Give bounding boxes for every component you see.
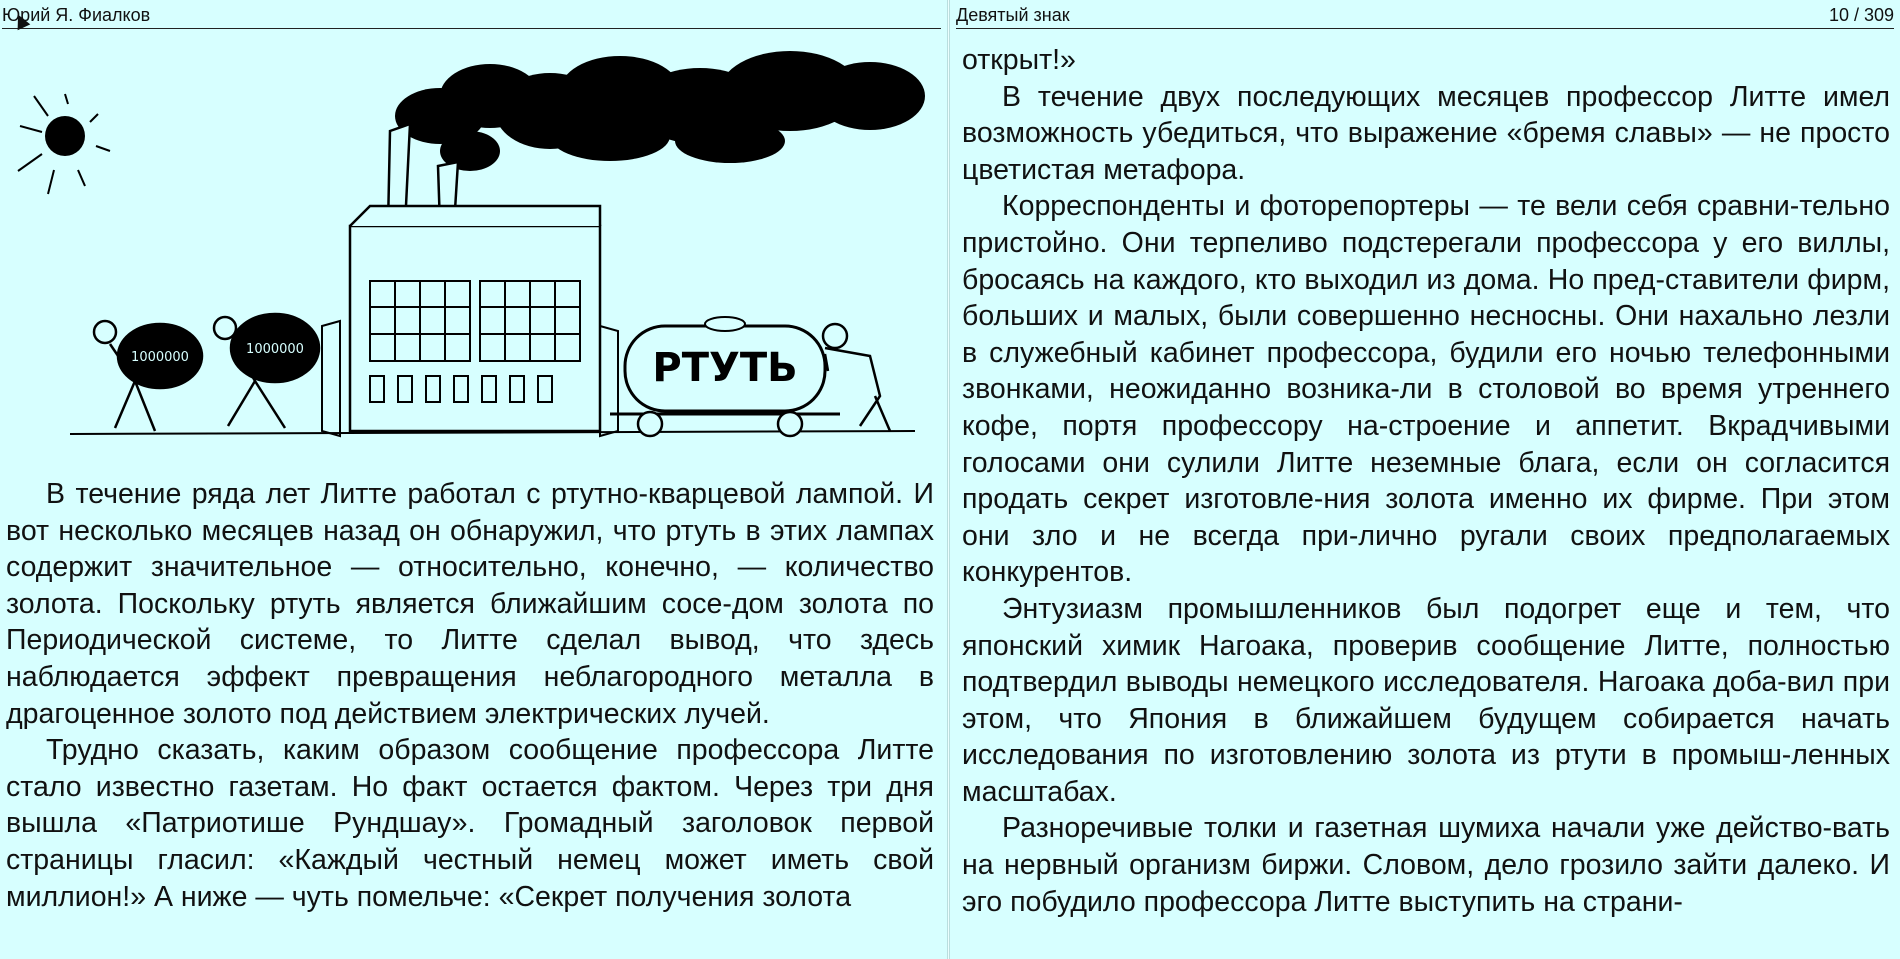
paragraph: Разноречивые толки и газетная шумиха начали уже действо-вать на нервный организм биржи. Словом, дело грозило зайти далеко. И эго побудило профессора Литте выступить на страни- xyxy=(962,812,1890,918)
tank-label: РТУТЬ xyxy=(652,345,798,391)
author-name: Юрий Я. Фиалков xyxy=(2,5,151,25)
paragraph: Трудно сказать, каким образом сообщение профессора Литте стало известно газетам. Но факт остается фактом. Через три дня вышла «Патриотише Рундшау». Громадный заголовок первой страницы гласил: «Каждый честный немец может иметь свой миллион!» А ниже — чуть помельче: «Секрет получения золота xyxy=(6,734,934,913)
book-title: Девятый знак xyxy=(956,5,1070,25)
paragraph: Корреспонденты и фоторепортеры — те вели себя сравни-тельно пристойно. Они терпеливо подстерегали профессора у его виллы, бросаясь на каждого, кто выходил из дома. Но пред-ставители фирм, больших и малых, были совершенно несносны. Они нахально лезли в служебный кабинет профессора, будили его ночью телефонными звонками, неожиданно возника-ли в столовой во время утреннего кофе, портя профессору на-строение и аппетит. Вкрадчивыми голосами они сулили Литте неземные блага, если он согласится продать секрет изготовле-ния золота именно их фирме. При этом они зло и не всегда при-лично ругали своих предполагаемых конкурентов. xyxy=(962,190,1890,589)
runner-with-sack-1 xyxy=(94,321,202,431)
paragraph: открыт!» xyxy=(962,44,1076,76)
mercury-tank xyxy=(610,317,840,436)
left-body-text xyxy=(6,476,934,915)
runner-with-sack-2 xyxy=(214,314,319,428)
running-head-right xyxy=(956,0,1894,29)
paragraph: Энтузиазм промышленников был подогрет еще и тем, что японский химик Нагоака, проверив сообщение Литте, полностью подтвердил выводы немецкого исследователя. Нагоака доба-вил при этом, что Япония в ближайшем будущем собирается начать исследования по изготовлению золота из ртути в промыш-ленных масштабах. xyxy=(962,592,1890,808)
sack-label-2: 1000000 xyxy=(246,342,304,357)
paragraph: В течение ряда лет Литте работал с ртутно-кварцевой лампой. И вот несколько месяцев назад он обнаружил, что ртуть в этих лампах содержит значительное — относительно, конечно, — количество золота. Поскольку ртуть является ближайшим сосе-дом золота по Периодической системе, то Литте сделал вывод, что здесь наблюдается эффект превращения неблагородного металла в драгоценное золото под действием электрических лучей. xyxy=(6,478,934,730)
paragraph: В течение двух последующих месяцев профессор Литте имел возможность убедиться, что выражение «бремя славы» — не просто цветистая метафора. xyxy=(962,80,1890,186)
page-indicator: 10 / 309 xyxy=(1828,5,1894,25)
left-page xyxy=(0,0,947,959)
factory-illustration xyxy=(10,36,930,446)
running-head-left xyxy=(2,0,941,29)
right-page xyxy=(950,0,1900,959)
sack-label-1: 1000000 xyxy=(131,350,189,365)
sun-icon xyxy=(18,94,110,194)
right-body-text xyxy=(962,42,1890,920)
smoke-cloud xyxy=(395,51,925,171)
